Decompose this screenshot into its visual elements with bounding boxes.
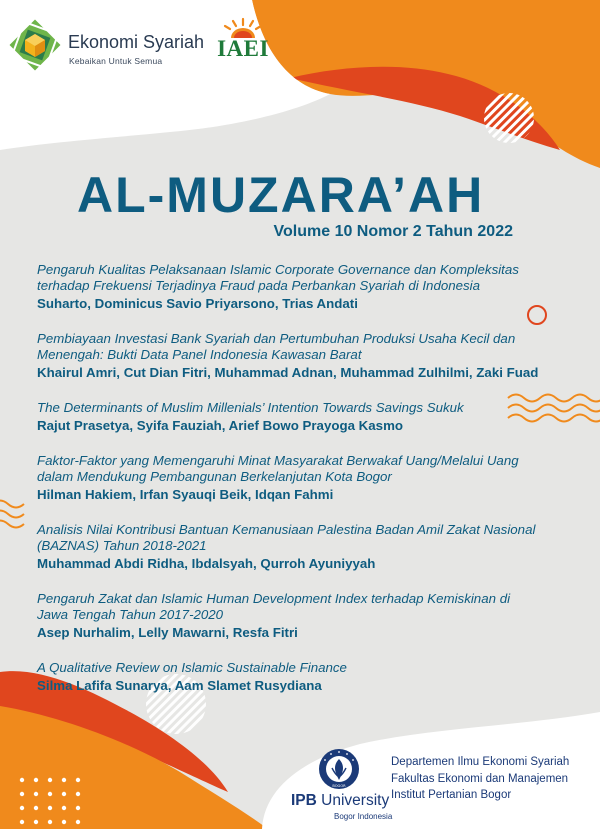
list-item [37, 453, 577, 503]
geometric-logo-icon [8, 18, 62, 72]
iaei-wordmark: IAEI [217, 36, 269, 61]
publisher-info [391, 754, 569, 804]
article-title: The Determinants of Muslim Millenials’ Intention Towards Savings Sukuk [37, 400, 464, 415]
university-name: IPB University [291, 792, 390, 809]
list-item [37, 522, 577, 572]
ekonomi-syariah-logo [8, 18, 208, 72]
article-title: Pembiayaan Investasi Bank Syariah dan Pertumbuhan Produksi Usaha Kecil dan Menengah: Bukti Data Panel Indonesia Kawasan Barat [37, 331, 516, 362]
article-title: A Qualitative Review on Islamic Sustainable Finance [37, 660, 347, 675]
list-item [37, 660, 577, 694]
brand-tagline: Kebaikan Untuk Semua [69, 56, 163, 66]
brand-name: Ekonomi Syariah [68, 32, 205, 52]
article-authors: Hilman Hakiem, Irfan Syauqi Beik, Idqan Fahmi [37, 487, 334, 502]
article-title: Pengaruh Kualitas Pelaksanaan Islamic Corporate Governance dan Kompleksitas terhadap Frekuensi Terjadinya Fraud pada Perbankan Syariah di Indonesia [37, 262, 519, 293]
list-item [37, 400, 577, 434]
striped-circle-top [484, 93, 534, 143]
university-location: Bogor Indonesia [334, 812, 393, 821]
article-authors: Suharto, Dominicus Savio Priyarsono, Trias Andati [37, 296, 358, 311]
seal-text: BOGOR [332, 784, 346, 788]
volume-info: Volume 10 Nomor 2 Tahun 2022 [273, 223, 513, 240]
article-title: Analisis Nilai Kontribusi Bantuan Kemanusiaan Palestina Badan Amil Zakat Nasional (BAZNAS) Tahun 2018-2021 [37, 522, 536, 553]
list-item [37, 591, 577, 641]
faculty-line: Fakultas Ekonomi dan Manajemen [391, 772, 569, 785]
ipb-seal-icon [318, 748, 360, 790]
article-authors: Rajut Prasetya, Syifa Fauziah, Arief Bowo Prayoga Kasmo [37, 418, 404, 433]
article-authors: Silma Lafifa Sunarya, Aam Slamet Rusydiana [37, 678, 322, 693]
table-of-contents [37, 262, 577, 713]
institute-line: Institut Pertanian Bogor [391, 789, 512, 801]
list-item [37, 262, 577, 312]
list-item [37, 331, 577, 381]
wavy-lines-left [0, 501, 24, 528]
department-line: Departemen Ilmu Ekonomi Syariah [391, 756, 570, 768]
article-authors: Muhammad Abdi Ridha, Ibdalsyah, Qurroh Ayuniyyah [37, 556, 376, 571]
article-title: Pengaruh Zakat dan Islamic Human Development Index terhadap Kemiskinan di Jawa Tengah Tahun 2017-2020 [37, 591, 511, 622]
article-title: Faktor-Faktor yang Memengaruhi Minat Masyarakat Berwakaf Uang/Melalui Uang dalam Mendukung Pembangunan Berkelanjutan Kota Bogor [37, 453, 519, 484]
article-authors: Khairul Amri, Cut Dian Fitri, Muhammad Adnan, Muhammad Zulhilmi, Zaki Fuad [37, 365, 539, 380]
iaei-logo [214, 16, 272, 64]
journal-title: AL-MUZARA’AH [77, 167, 485, 223]
article-authors: Asep Nurhalim, Lelly Mawarni, Resfa Fitri [37, 625, 298, 640]
